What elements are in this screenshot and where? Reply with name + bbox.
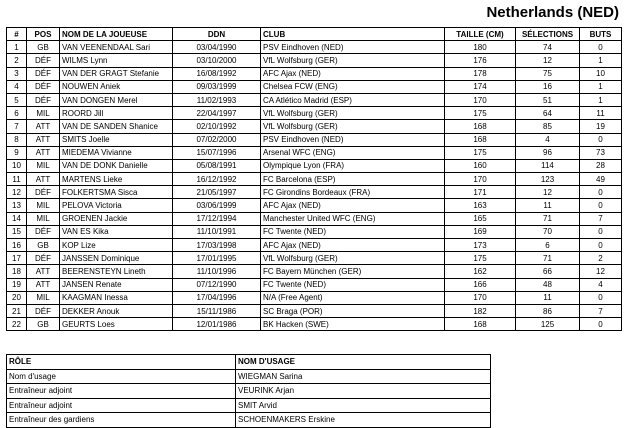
cell-buts: 1 (580, 93, 622, 106)
cell-name: NOUWEN Aniek (60, 80, 173, 93)
cell-ddn: 15/07/1996 (173, 146, 261, 159)
cell-selections: 71 (516, 212, 580, 225)
cell-taille: 175 (445, 252, 516, 265)
cell-pos: MIL (27, 107, 60, 120)
table-row (7, 67, 622, 80)
cell-taille: 173 (445, 239, 516, 252)
cell-ddn: 02/10/1992 (173, 120, 261, 133)
cell-num: 22 (7, 318, 27, 331)
table-row (7, 304, 622, 317)
cell-num: 7 (7, 120, 27, 133)
cell-ddn: 17/01/1995 (173, 252, 261, 265)
cell-name: BEERENSTEYN Lineth (60, 265, 173, 278)
cell-buts: 73 (580, 146, 622, 159)
cell-name: PELOVA Victoria (60, 199, 173, 212)
cell-selections: 66 (516, 265, 580, 278)
table-row (7, 225, 622, 238)
cell-role: Entraîneur adjoint (7, 398, 236, 413)
cell-role: Entraîneur des gardiens (7, 413, 236, 428)
cell-ddn: 12/01/1986 (173, 318, 261, 331)
cell-selections: 71 (516, 252, 580, 265)
cell-buts: 0 (580, 199, 622, 212)
header-usage-name: NOM D'USAGE (236, 355, 491, 370)
cell-name: GROENEN Jackie (60, 212, 173, 225)
cell-num: 11 (7, 173, 27, 186)
header-role: RÔLE (7, 355, 236, 370)
cell-club: N/A (Free Agent) (261, 291, 445, 304)
cell-num: 19 (7, 278, 27, 291)
cell-club: PSV Eindhoven (NED) (261, 41, 445, 54)
cell-taille: 175 (445, 107, 516, 120)
cell-num: 8 (7, 133, 27, 146)
cell-ddn: 03/06/1999 (173, 199, 261, 212)
cell-ddn: 11/10/1991 (173, 225, 261, 238)
header-buts: BUTS (580, 28, 622, 41)
table-row (7, 278, 622, 291)
cell-ddn: 15/11/1986 (173, 304, 261, 317)
cell-ddn: 11/02/1993 (173, 93, 261, 106)
cell-ddn: 05/08/1991 (173, 159, 261, 172)
cell-pos: DÉF (27, 54, 60, 67)
header-num: # (7, 28, 27, 41)
header-pos: POS (27, 28, 60, 41)
cell-taille: 160 (445, 159, 516, 172)
cell-num: 15 (7, 225, 27, 238)
cell-num: 1 (7, 41, 27, 54)
cell-name: VEURINK Arjan (236, 384, 491, 399)
cell-num: 20 (7, 291, 27, 304)
cell-selections: 125 (516, 318, 580, 331)
cell-taille: 180 (445, 41, 516, 54)
cell-pos: DÉF (27, 304, 60, 317)
cell-buts: 28 (580, 159, 622, 172)
cell-club: VfL Wolfsburg (GER) (261, 54, 445, 67)
cell-name: WILMS Lynn (60, 54, 173, 67)
cell-pos: ATT (27, 146, 60, 159)
cell-buts: 7 (580, 212, 622, 225)
staff-table (6, 354, 491, 428)
cell-club: PSV Eindhoven (NED) (261, 133, 445, 146)
cell-num: 18 (7, 265, 27, 278)
cell-name: KOP Lize (60, 239, 173, 252)
cell-pos: DÉF (27, 225, 60, 238)
cell-taille: 168 (445, 133, 516, 146)
cell-selections: 4 (516, 133, 580, 146)
cell-num: 5 (7, 93, 27, 106)
cell-selections: 16 (516, 80, 580, 93)
cell-buts: 7 (580, 304, 622, 317)
header-name: NOM DE LA JOUEUSE (60, 28, 173, 41)
cell-taille: 182 (445, 304, 516, 317)
header-selections: SÉLECTIONS (516, 28, 580, 41)
table-row (7, 252, 622, 265)
table-row (7, 413, 491, 428)
cell-selections: 85 (516, 120, 580, 133)
cell-selections: 48 (516, 278, 580, 291)
cell-selections: 96 (516, 146, 580, 159)
cell-name: GEURTS Loes (60, 318, 173, 331)
cell-ddn: 03/04/1990 (173, 41, 261, 54)
cell-selections: 123 (516, 173, 580, 186)
header-club: CLUB (261, 28, 445, 41)
cell-selections: 12 (516, 186, 580, 199)
cell-pos: ATT (27, 133, 60, 146)
cell-selections: 74 (516, 41, 580, 54)
cell-name: VAN DE SANDEN Shanice (60, 120, 173, 133)
cell-club: VfL Wolfsburg (GER) (261, 120, 445, 133)
cell-ddn: 03/10/2000 (173, 54, 261, 67)
cell-buts: 1 (580, 80, 622, 93)
cell-club: AFC Ajax (NED) (261, 239, 445, 252)
cell-pos: ATT (27, 120, 60, 133)
cell-name: JANSEN Renate (60, 278, 173, 291)
cell-pos: ATT (27, 173, 60, 186)
cell-name: VAN DER GRAGT Stefanie (60, 67, 173, 80)
cell-pos: DÉF (27, 80, 60, 93)
cell-pos: ATT (27, 265, 60, 278)
cell-club: FC Girondins Bordeaux (FRA) (261, 186, 445, 199)
cell-selections: 86 (516, 304, 580, 317)
cell-name: ROORD Jill (60, 107, 173, 120)
cell-taille: 176 (445, 54, 516, 67)
cell-ddn: 16/08/1992 (173, 67, 261, 80)
cell-selections: 11 (516, 199, 580, 212)
table-row (7, 265, 622, 278)
cell-selections: 64 (516, 107, 580, 120)
cell-buts: 0 (580, 41, 622, 54)
cell-name: FOLKERTSMA Sisca (60, 186, 173, 199)
cell-ddn: 17/04/1996 (173, 291, 261, 304)
cell-buts: 0 (580, 133, 622, 146)
cell-name: SMITS Joelle (60, 133, 173, 146)
cell-buts: 2 (580, 252, 622, 265)
table-row (7, 239, 622, 252)
cell-num: 3 (7, 67, 27, 80)
cell-taille: 170 (445, 93, 516, 106)
cell-name: VAN VEENENDAAL Sari (60, 41, 173, 54)
cell-club: VfL Wolfsburg (GER) (261, 252, 445, 265)
cell-pos: GB (27, 41, 60, 54)
cell-buts: 0 (580, 186, 622, 199)
table-row (7, 369, 491, 384)
table-row (7, 120, 622, 133)
table-row (7, 159, 622, 172)
table-row (7, 107, 622, 120)
cell-ddn: 11/10/1996 (173, 265, 261, 278)
cell-pos: DÉF (27, 186, 60, 199)
cell-buts: 0 (580, 239, 622, 252)
cell-name: MIEDEMA Vivianne (60, 146, 173, 159)
cell-selections: 11 (516, 291, 580, 304)
cell-club: Olympique Lyon (FRA) (261, 159, 445, 172)
cell-taille: 163 (445, 199, 516, 212)
cell-ddn: 22/04/1997 (173, 107, 261, 120)
cell-taille: 171 (445, 186, 516, 199)
cell-buts: 0 (580, 225, 622, 238)
header-ddn: DDN (173, 28, 261, 41)
cell-name: SMIT Arvid (236, 398, 491, 413)
cell-buts: 49 (580, 173, 622, 186)
cell-selections: 12 (516, 54, 580, 67)
cell-pos: GB (27, 239, 60, 252)
cell-selections: 6 (516, 239, 580, 252)
cell-selections: 75 (516, 67, 580, 80)
cell-taille: 165 (445, 212, 516, 225)
cell-taille: 168 (445, 318, 516, 331)
cell-ddn: 21/05/1997 (173, 186, 261, 199)
cell-buts: 11 (580, 107, 622, 120)
cell-taille: 169 (445, 225, 516, 238)
cell-selections: 114 (516, 159, 580, 172)
cell-club: VfL Wolfsburg (GER) (261, 107, 445, 120)
cell-taille: 170 (445, 173, 516, 186)
cell-club: AFC Ajax (NED) (261, 199, 445, 212)
cell-num: 17 (7, 252, 27, 265)
staff-header-row (7, 355, 491, 370)
cell-taille: 174 (445, 80, 516, 93)
cell-ddn: 09/03/1999 (173, 80, 261, 93)
cell-name: MARTENS Lieke (60, 173, 173, 186)
cell-name: DEKKER Anouk (60, 304, 173, 317)
table-row (7, 173, 622, 186)
cell-pos: MIL (27, 159, 60, 172)
cell-ddn: 07/02/2000 (173, 133, 261, 146)
table-row (7, 54, 622, 67)
cell-name: SCHOENMAKERS Erskine (236, 413, 491, 428)
cell-ddn: 17/03/1998 (173, 239, 261, 252)
cell-pos: MIL (27, 291, 60, 304)
cell-name: JANSSEN Dominique (60, 252, 173, 265)
cell-name: VAN ES Kika (60, 225, 173, 238)
cell-num: 10 (7, 159, 27, 172)
table-row (7, 318, 622, 331)
cell-buts: 0 (580, 318, 622, 331)
cell-taille: 162 (445, 265, 516, 278)
cell-ddn: 07/12/1990 (173, 278, 261, 291)
cell-club: BK Hacken (SWE) (261, 318, 445, 331)
cell-pos: DÉF (27, 93, 60, 106)
players-table (6, 27, 622, 331)
cell-num: 9 (7, 146, 27, 159)
cell-club: FC Twente (NED) (261, 225, 445, 238)
table-row (7, 80, 622, 93)
cell-club: FC Bayern München (GER) (261, 265, 445, 278)
cell-club: SC Braga (POR) (261, 304, 445, 317)
cell-num: 16 (7, 239, 27, 252)
table-row (7, 291, 622, 304)
cell-club: FC Barcelona (ESP) (261, 173, 445, 186)
cell-buts: 19 (580, 120, 622, 133)
cell-pos: MIL (27, 212, 60, 225)
table-row (7, 212, 622, 225)
cell-buts: 0 (580, 291, 622, 304)
cell-ddn: 17/12/1994 (173, 212, 261, 225)
cell-name: VAN DE DONK Danielle (60, 159, 173, 172)
cell-name: WIEGMAN Sarina (236, 369, 491, 384)
cell-club: FC Twente (NED) (261, 278, 445, 291)
table-row (7, 384, 491, 399)
cell-ddn: 16/12/1992 (173, 173, 261, 186)
cell-taille: 178 (445, 67, 516, 80)
cell-pos: MIL (27, 199, 60, 212)
cell-buts: 12 (580, 265, 622, 278)
cell-buts: 10 (580, 67, 622, 80)
cell-taille: 175 (445, 146, 516, 159)
cell-club: AFC Ajax (NED) (261, 67, 445, 80)
cell-pos: DÉF (27, 67, 60, 80)
table-row (7, 41, 622, 54)
cell-buts: 4 (580, 278, 622, 291)
cell-pos: ATT (27, 278, 60, 291)
cell-name: VAN DONGEN Merel (60, 93, 173, 106)
cell-taille: 166 (445, 278, 516, 291)
table-row (7, 133, 622, 146)
cell-club: Arsenal WFC (ENG) (261, 146, 445, 159)
page-title: Netherlands (NED) (486, 4, 619, 21)
header-taille: TAILLE (CM) (445, 28, 516, 41)
cell-role: Nom d'usage (7, 369, 236, 384)
cell-buts: 1 (580, 54, 622, 67)
cell-club: Manchester United WFC (ENG) (261, 212, 445, 225)
table-row (7, 199, 622, 212)
cell-pos: DÉF (27, 252, 60, 265)
table-row (7, 146, 622, 159)
cell-role: Entraîneur adjoint (7, 384, 236, 399)
cell-num: 4 (7, 80, 27, 93)
table-row (7, 186, 622, 199)
cell-selections: 51 (516, 93, 580, 106)
cell-name: KAAGMAN Inessa (60, 291, 173, 304)
cell-num: 13 (7, 199, 27, 212)
table-row (7, 398, 491, 413)
cell-club: CA Atlético Madrid (ESP) (261, 93, 445, 106)
cell-num: 2 (7, 54, 27, 67)
table-row (7, 93, 622, 106)
cell-pos: GB (27, 318, 60, 331)
cell-club: Chelsea FCW (ENG) (261, 80, 445, 93)
cell-num: 6 (7, 107, 27, 120)
cell-selections: 70 (516, 225, 580, 238)
cell-num: 12 (7, 186, 27, 199)
players-header-row (7, 28, 622, 41)
cell-taille: 168 (445, 120, 516, 133)
cell-num: 14 (7, 212, 27, 225)
cell-num: 21 (7, 304, 27, 317)
cell-taille: 170 (445, 291, 516, 304)
